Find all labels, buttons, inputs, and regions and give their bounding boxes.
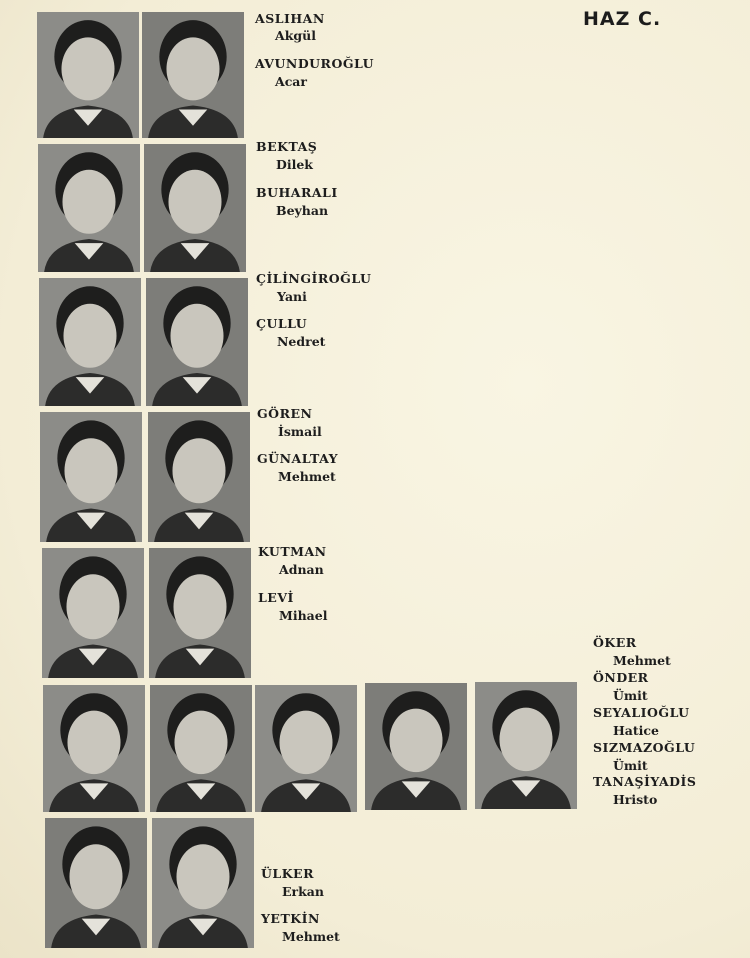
student-photo	[43, 685, 145, 812]
student-photo	[146, 278, 248, 406]
student-given-name: Mihael	[279, 608, 328, 623]
portrait-icon	[146, 278, 248, 406]
portrait-icon	[40, 412, 142, 542]
student-given-name: Hristo	[613, 792, 658, 807]
portrait-icon	[255, 685, 357, 812]
student-surname: ÖNDER	[593, 670, 649, 685]
portrait-icon	[149, 548, 251, 678]
student-surname: BEKTAŞ	[256, 139, 318, 154]
student-given-name: İsmail	[278, 424, 322, 439]
portrait-icon	[475, 682, 577, 809]
student-photo	[142, 12, 244, 138]
portrait-icon	[152, 818, 254, 948]
student-given-name: Erkan	[282, 884, 324, 899]
student-photo	[152, 818, 254, 948]
portrait-icon	[42, 548, 144, 678]
student-given-name: Beyhan	[276, 203, 329, 218]
class-label: HAZ C.	[583, 8, 662, 30]
student-photo	[40, 412, 142, 542]
portrait-icon	[39, 278, 141, 406]
student-given-name: Ümit	[613, 758, 648, 773]
student-surname: ÖKER	[593, 635, 637, 650]
student-surname: LEVİ	[258, 590, 294, 605]
student-surname: ÇULLU	[256, 316, 308, 331]
student-given-name: Nedret	[277, 334, 326, 349]
student-surname: ASLIHAN	[255, 11, 325, 26]
student-surname: GÖREN	[257, 406, 313, 421]
portrait-icon	[37, 12, 139, 138]
student-given-name: Ümit	[613, 688, 648, 703]
portrait-icon	[365, 683, 467, 810]
student-surname: SIZMAZOĞLU	[593, 740, 696, 755]
student-given-name: Mehmet	[278, 469, 336, 484]
portrait-icon	[43, 685, 145, 812]
student-given-name: Akgül	[275, 28, 316, 43]
student-given-name: Acar	[275, 74, 307, 89]
student-photo	[255, 685, 357, 812]
student-photo	[42, 548, 144, 678]
student-photo	[39, 278, 141, 406]
student-surname: BUHARALI	[256, 185, 338, 200]
student-given-name: Adnan	[279, 562, 324, 577]
student-photo	[45, 818, 147, 948]
student-surname: SEYALIOĞLU	[593, 705, 690, 720]
student-surname: ÜLKER	[261, 866, 314, 881]
portrait-icon	[142, 12, 244, 138]
student-photo	[148, 412, 250, 542]
student-photo	[144, 144, 246, 272]
portrait-icon	[38, 144, 140, 272]
student-given-name: Hatice	[613, 723, 659, 738]
student-surname: TANAŞİYADİS	[593, 774, 697, 789]
student-given-name: Yani	[277, 289, 307, 304]
portrait-icon	[144, 144, 246, 272]
student-photo	[150, 685, 252, 812]
student-photo	[38, 144, 140, 272]
portrait-icon	[45, 818, 147, 948]
student-given-name: Mehmet	[613, 653, 671, 668]
student-surname: GÜNALTAY	[257, 451, 339, 466]
student-surname: YETKİN	[261, 911, 320, 926]
student-surname: KUTMAN	[258, 544, 327, 559]
student-photo	[37, 12, 139, 138]
portrait-icon	[148, 412, 250, 542]
student-photo	[365, 683, 467, 810]
student-photo	[149, 548, 251, 678]
portrait-icon	[150, 685, 252, 812]
student-surname: AVUNDUROĞLU	[255, 56, 375, 71]
student-photo	[475, 682, 577, 809]
student-given-name: Mehmet	[282, 929, 340, 944]
student-surname: ÇİLİNGİROĞLU	[256, 271, 372, 286]
student-given-name: Dilek	[276, 157, 313, 172]
